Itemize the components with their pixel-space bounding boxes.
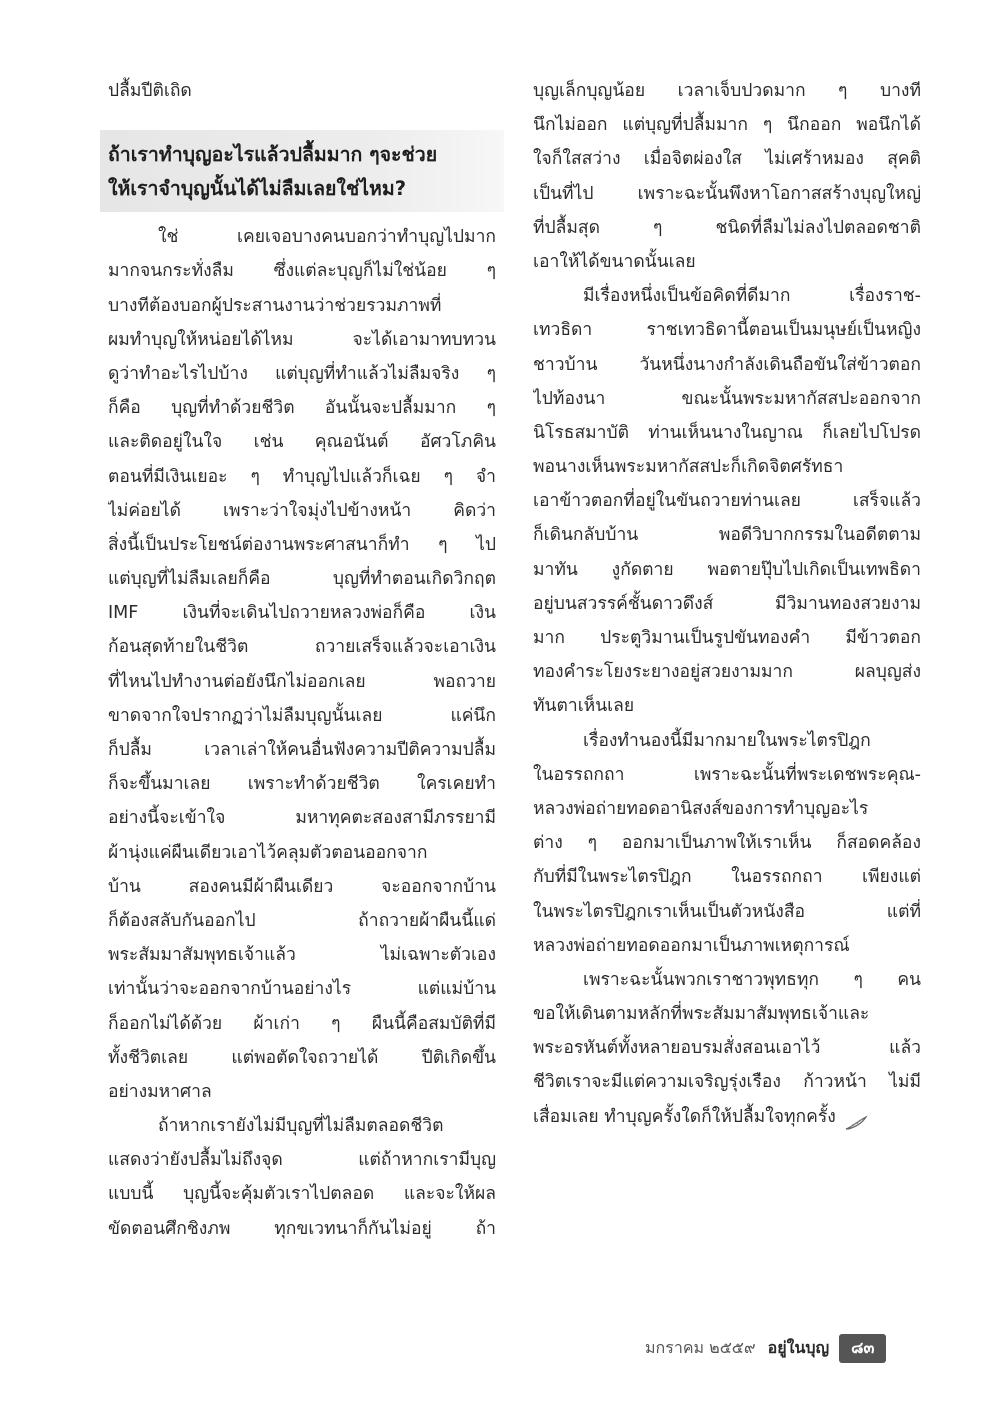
paragraph-line: ใช่ เคยเจอบางคนบอกว่าทำบุญไปมาก <box>158 227 496 248</box>
heading-line: ให้เราจำบุญนั้นได้ไม่ลืมเลยใช่ไหม? <box>108 177 407 201</box>
question-heading <box>100 130 504 212</box>
paragraph-line: เอาข้าวตอกที่อยู่ในขันถวายท่านเลย เสร็จแล้ว <box>533 491 921 512</box>
right-column <box>533 74 921 1134</box>
paragraph-line: มาก ประตูวิมานเป็นรูปขันทองคำ มีข้าวตอก <box>533 628 921 648</box>
paragraph-line: อยู่บนสวรรค์ชั้นดาวดึงส์ มีวิมานทองสวยงาม <box>533 593 921 614</box>
paragraph-line: หลวงพ่อถ่ายทอดอานิสงส์ของการทำบุญอะไร <box>533 798 869 819</box>
paragraph-line: ถ้าหากเรายังไม่มีบุญที่ไม่ลืมตลอดชีวิต <box>158 1116 444 1137</box>
paragraph-line: แสดงว่ายังปลื้มไม่ถึงจุด แต่ถ้าหากเรามีบุญ <box>108 1150 496 1171</box>
magazine-name: อยู่ในบุญ <box>767 1337 830 1357</box>
issue-date: มกราคม ๒๕๕๙ <box>645 1337 756 1357</box>
paragraph-line: พอนางเห็นพระมหากัสสปะก็เกิดจิตศรัทธา <box>533 457 844 478</box>
paragraph-line: มากจนกระทั่งลืม ซึ่งแต่ละบุญก็ไม่ใช่น้อย ๆ <box>108 261 496 282</box>
paragraph-line: พระอรหันต์ทั้งหลายอบรมสั่งสอนเอาไว้ แล้ว <box>533 1038 921 1059</box>
paragraph-line: กับที่มีในพระไตรปิฎก ในอรรถกถา เพียงแต่ <box>533 867 921 888</box>
paragraph-line-text: เสื่อมเลย ทำบุญครั้งใดก็ให้ปลื้มใจทุกครั้ง <box>533 1106 836 1127</box>
paragraph-line: และติดอยู่ในใจ เช่น คุณอนันต์ อัศวโภคิน <box>108 432 496 453</box>
paragraph-line: ก็ต้องสลับกันออกไป ถ้าถวายผ้าผืนนี้แด่ <box>108 910 496 931</box>
paragraph-line: IMF เงินที่จะเดินไปถวายหลวงพ่อก็คือ เงิน <box>108 603 496 624</box>
paragraph-line: ทั้งชีวิตเลย แต่พอตัดใจถวายได้ ปีติเกิดขึ้น <box>108 1047 496 1068</box>
paragraph-line: พระสัมมาสัมพุทธเจ้าแล้ว ไม่เฉพาะตัวเอง <box>108 945 496 966</box>
paragraph-line: บุญเล็กบุญน้อย เวลาเจ็บปวดมาก ๆ บางที <box>533 81 921 101</box>
page-footer <box>645 1331 886 1365</box>
paragraph-line: ชาวบ้าน วันหนึ่งนางกำลังเดินถือขันใส่ข้าวตอก <box>533 354 921 375</box>
paragraph-line: ต่าง ๆ ออกมาเป็นภาพให้เราเห็น ก็สอดคล้อง <box>533 833 921 854</box>
paragraph-line: ชีวิตเราจะมีแต่ความเจริญรุ่งเรือง ก้าวหน้า ไม่มี <box>533 1072 921 1093</box>
paragraph-line: ก้อนสุดท้ายในชีวิต ถวายเสร็จแล้วจะเอาเงิน <box>108 637 496 658</box>
paragraph-line: ที่ปลื้มสุด ๆ ชนิดที่ลืมไม่ลงไปตลอดชาติ <box>533 217 921 238</box>
page-number: ๘๓ <box>839 1334 886 1363</box>
paragraph-line: เทวธิดา ราชเทวธิดานี้ตอนเป็นมนุษย์เป็นหญิง <box>533 320 921 341</box>
paragraph-line: ดูว่าทำอะไรไปบ้าง แต่บุญที่ทำแล้วไม่ลืมจริง ๆ <box>108 363 496 384</box>
paragraph-line: ตอนที่มีเงินเยอะ ๆ ทำบุญไปแล้วก็เฉย ๆ จำ <box>108 466 496 487</box>
paragraph-line: ก็เดินกลับบ้าน พอดีวิบากกรรมในอดีตตาม <box>533 525 921 546</box>
paragraph-line: แบบนี้ บุญนี้จะคุ้มตัวเราไปตลอด และจะให้ผล <box>108 1184 496 1205</box>
paragraph-line: อย่างมหาศาล <box>108 1081 212 1102</box>
paragraph-line: บ้าน สองคนมีผ้าผืนเดียว จะออกจากบ้าน <box>108 876 496 897</box>
feather-icon <box>844 1109 868 1125</box>
paragraph-line: ในอรรถกถา เพราะฉะนั้นที่พระเดชพระคุณ- <box>533 764 921 785</box>
left-column <box>108 74 496 1246</box>
paragraph-line: ที่ไหนไปทำงานต่อยังนึกไม่ออกเลย พอถวาย <box>108 671 496 692</box>
paragraph-line: ก็ปลื้ม เวลาเล่าให้คนอื่นฟังความปีติความปลื้ม <box>108 740 496 760</box>
paragraph-line: ก็ออกไม่ได้ด้วย ผ้าเก่า ๆ ผืนนี้คือสมบัติที่มี <box>108 1013 496 1034</box>
paragraph-line-final <box>533 1100 921 1134</box>
paragraph-line: นึกไม่ออก แต่บุญที่ปลื้มมาก ๆ นึกออก พอนึกได้ <box>533 115 921 136</box>
paragraph-line: สิ่งนี้เป็นประโยชน์ต่องานพระศาสนาก็ทำ ๆ ไป <box>108 534 496 555</box>
paragraph-line: ทองคำระโยงระยางอยู่สวยงามมาก ผลบุญส่ง <box>533 662 921 683</box>
paragraph-line: ก็คือ บุญที่ทำด้วยชีวิต อันนั้นจะปลื้มมาก ๆ <box>108 398 496 419</box>
paragraph-line: ไปท้องนา ขณะนั้นพระมหากัสสปะออกจาก <box>533 388 921 409</box>
paragraph-line: เพราะฉะนั้นพวกเราชาวพุทธทุก ๆ คน <box>583 969 921 990</box>
paragraph-line: ในพระไตรปิฎกเราเห็นเป็นตัวหนังสือ แต่ที่ <box>533 901 921 922</box>
paragraph-line: ไม่ค่อยได้ เพราะว่าใจมุ่งไปข้างหน้า คิดว่า <box>108 500 496 521</box>
paragraph-line: เป็นที่ไป เพราะฉะนั้นพึงหาโอกาสสร้างบุญใหญ่ <box>533 183 921 204</box>
left-body-text <box>108 220 496 1246</box>
paragraph-line: หลวงพ่อถ่ายทอดออกมาเป็นภาพเหตุการณ์ <box>533 935 850 956</box>
paragraph-line: อย่างนี้จะเข้าใจ มหาทุคตะสองสามีภรรยามี <box>108 808 496 829</box>
paragraph-line: เท่านั้นว่าจะออกจากบ้านอย่างไร แต่แม่บ้าน <box>108 979 496 1000</box>
paragraph-line: ขาดจากใจปรากฏว่าไม่ลืมบุญนั้นเลย แค่นึก <box>108 705 496 726</box>
paragraph-line: ผมทำบุญให้หน่อยได้ไหม จะได้เอามาทบทวน <box>108 329 496 350</box>
paragraph-line: แต่บุญที่ไม่ลืมเลยก็คือ บุญที่ทำตอนเกิดวิกฤต <box>108 569 496 590</box>
paragraph-line: ปลื้มปีติเถิด <box>108 81 192 101</box>
paragraph-line: ก็จะขึ้นมาเลย เพราะทำด้วยชีวิต ใครเคยทำ <box>108 774 496 795</box>
paragraph-line: เอาให้ได้ขนาดนั้นเลย <box>533 251 696 272</box>
paragraph-line: ใจก็ใสสว่าง เมื่อจิตผ่องใส ไม่เศร้าหมอง สุคติ <box>533 149 921 170</box>
paragraph-line: เรื่องทำนองนี้มีมากมายในพระไตรปิฎก <box>583 730 871 751</box>
paragraph-line: ขัดตอนศึกชิงภพ ทุกขเวทนาก็กันไม่อยู่ ถ้า <box>108 1218 496 1239</box>
paragraph-line: ผ้านุ่งแค่ผืนเดียวเอาไว้คลุมตัวตอนออกจาก <box>108 842 428 863</box>
paragraph-line: ขอให้เดินตามหลักที่พระสัมมาสัมพุทธเจ้าและ <box>533 1004 870 1025</box>
paragraph-line: นิโรธสมาบัติ ท่านเห็นนางในญาณ ก็เลยไปโปรด <box>533 422 921 443</box>
paragraph-line: ทันตาเห็นเลย <box>533 696 635 717</box>
paragraph-line: มาทัน งูกัดตาย พอตายปุ๊บไปเกิดเป็นเทพธิดา <box>533 559 921 580</box>
paragraph-line: มีเรื่องหนึ่งเป็นข้อคิดที่ดีมาก เรื่องราช- <box>583 286 921 307</box>
paragraph-line: บางทีต้องบอกผู้ประสานงานว่าช่วยรวมภาพที่ <box>108 295 442 316</box>
heading-line: ถ้าเราทำบุญอะไรแล้วปลื้มมาก ๆจะช่วย <box>108 143 438 167</box>
